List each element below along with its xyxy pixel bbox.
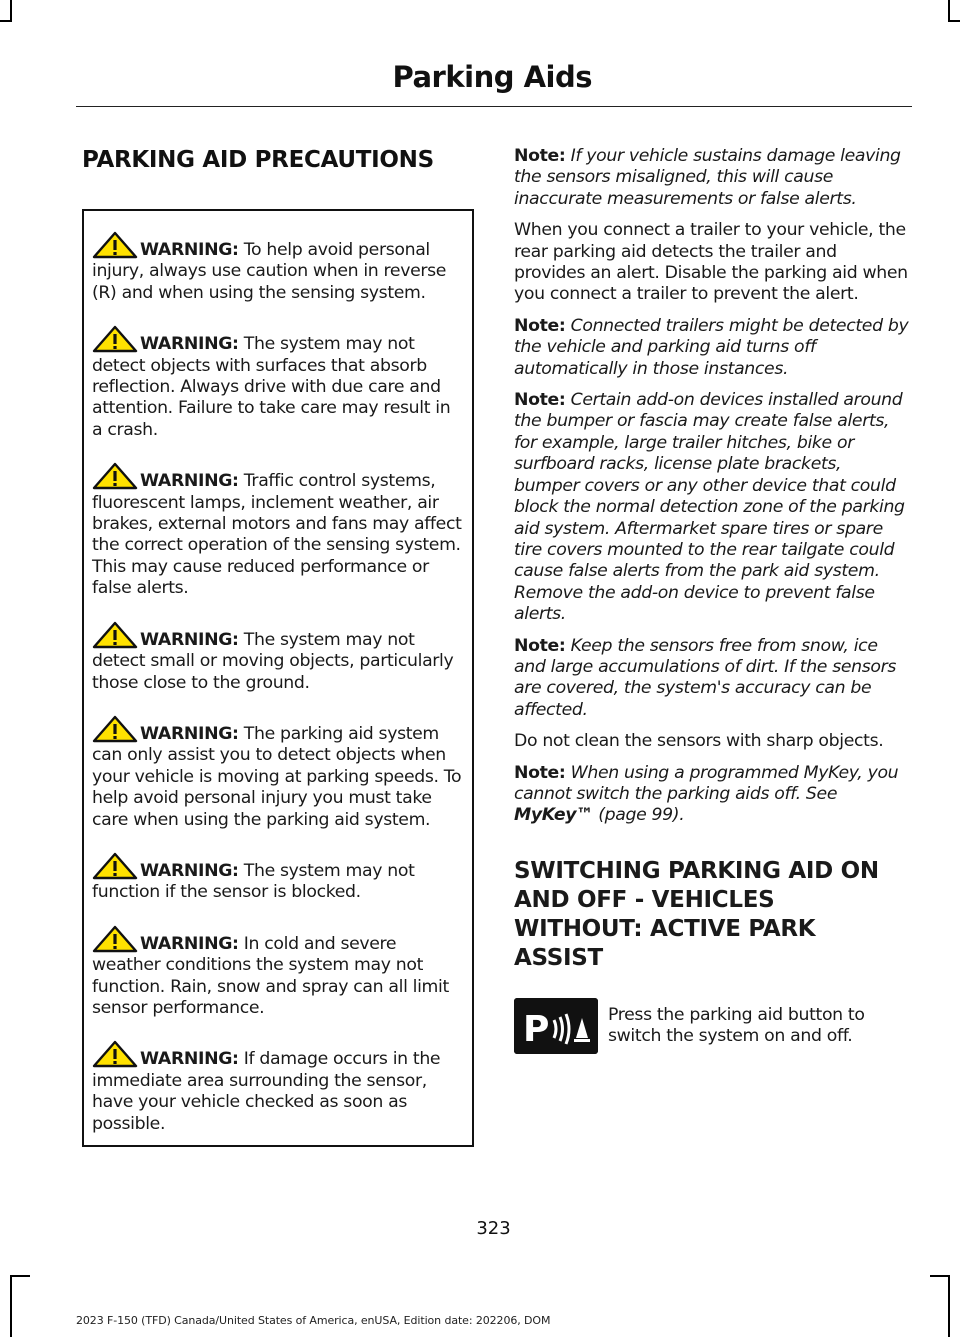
warning-triangle-icon [92,852,138,880]
warning-label: WARNING: [140,933,239,954]
note-text: If your vehicle sustains damage leaving the sensors misaligned, this will cause inaccurate measurements or false alerts. [514,146,901,209]
warning-text: To help avoid personal injury, always use caution when in reverse (R) and when using the sensing system. [92,240,447,303]
parking-aid-button-icon [514,998,598,1054]
warning-text: The system may not function if the sensor is blocked. [92,860,415,903]
crop-mark [948,1277,950,1337]
warning-triangle-icon [92,325,138,353]
left-column [82,146,474,1147]
note-text: When using a programmed MyKey, you cannot switch the parking aids off. See [514,762,899,804]
warning-label: WARNING: [140,723,239,744]
warning-item [92,1040,464,1135]
warning-text: The parking aid system can only assist you to detect objects when your vehicle is moving at parking speeds. To help avoid personal injury you must take care when using the parking aid system. [92,723,462,830]
warning-triangle-icon [92,925,138,953]
note-label: Note: [514,390,566,411]
warning-label: WARNING: [140,860,239,881]
warning-item [92,462,464,599]
warning-item [92,715,464,831]
note-label: Note: [514,315,566,336]
warning-box [82,209,474,1147]
note-misaligned [514,146,910,210]
note-text: Keep the sensors free from snow, ice and large accumulations of dirt. If the sensors are covered, the system's accuracy can be affected. [514,635,897,720]
warning-label: WARNING: [140,629,239,650]
note-snow [514,636,910,722]
note-label: Note: [514,146,566,166]
warning-item [92,231,464,304]
heading-line: SWITCHING PARKING AID ON [514,857,879,884]
heading-line: WITHOUT: ACTIVE PARK [514,915,816,942]
note-trailer [514,316,910,380]
mykey-link[interactable]: MyKey™ [514,805,594,826]
warning-triangle-icon [92,1040,138,1068]
warning-item [92,325,464,441]
crop-mark [948,20,960,22]
crop-mark [948,0,950,20]
parking-aid-instruction [514,1003,910,1054]
crop-mark [10,1275,30,1277]
note-label: Note: [514,762,566,783]
page-title: Parking Aids [392,60,592,94]
note-label: Note: [514,635,566,656]
warning-text: In cold and severe weather conditions the system may not function. Rain, snow and spray can all limit sensor performance. [92,933,449,1018]
warning-item [92,852,464,904]
note-mykey [514,763,910,827]
warning-text: The system may not detect small or moving objects, particularly those close to the ground. [92,629,454,693]
warning-label: WARNING: [140,1049,239,1070]
right-column [514,146,910,1054]
warning-item [92,925,464,1020]
section-heading-precautions: PARKING AID PRECAUTIONS [82,147,434,173]
para-trailer: When you connect a trailer to your vehicle, the rear parking aid detects the trailer and provides an alert. Disable the parking aid when you connect a trailer to prevent the alert. [514,220,908,305]
footer-text: 2023 F-150 (TFD) Canada/United States of America, enUSA, Edition date: 202206, DOM [76,1314,551,1327]
note-text: Connected trailers might be detected by the vehicle and parking aid turns off automatically in those instances. [514,315,909,379]
para-clean: Do not clean the sensors with sharp objects. [514,731,884,752]
warning-text: Traffic control systems, fluorescent lamps, inclement weather, air brakes, external motors and fans may affect the correct operation of the sensing system. This may cause reduced performance or false alerts. [92,471,462,599]
crop-mark [930,1275,950,1277]
heading-line: ASSIST [514,944,603,971]
note-addon [514,390,910,625]
warning-triangle-icon [92,462,138,490]
crop-mark [10,1277,12,1337]
crop-mark [10,0,12,20]
crop-mark [0,20,12,22]
warning-label: WARNING: [140,334,239,355]
warning-item [92,621,464,694]
warning-label: WARNING: [140,240,239,260]
warning-label: WARNING: [140,471,239,492]
parking-aid-instruction-text: Press the parking aid button to switch the system on and off. [608,1004,865,1047]
warning-triangle-icon [92,231,138,259]
parking-glyph: P [523,1008,550,1050]
note-text: Certain add-on devices installed around the bumper or fascia may create false alerts, for example, large trailer hitches, bike or surfboard racks, license plate brackets, bumper covers or any other device that could block the normal detection zone of the parking aid system. Aftermarket spare tires or spare tire covers mounted to the rear tailgate could cause false alerts from the park aid system. Remove the add-on device to prevent false alerts. [514,390,905,625]
section-heading-switching [514,857,910,973]
header-rule [76,106,912,107]
page-reference: (page 99). [593,805,685,826]
warning-text: If damage occurs in the immediate area surrounding the sensor, have your vehicle checked as soon as possible. [92,1049,441,1134]
warning-text: The system may not detect objects with surfaces that absorb reflection. Always drive with due care and attention. Failure to take care may result in a crash. [92,334,451,440]
warning-triangle-icon [92,715,138,743]
page-number: 323 [476,1218,511,1239]
heading-line: AND OFF - VEHICLES [514,886,775,913]
warning-triangle-icon [92,621,138,649]
